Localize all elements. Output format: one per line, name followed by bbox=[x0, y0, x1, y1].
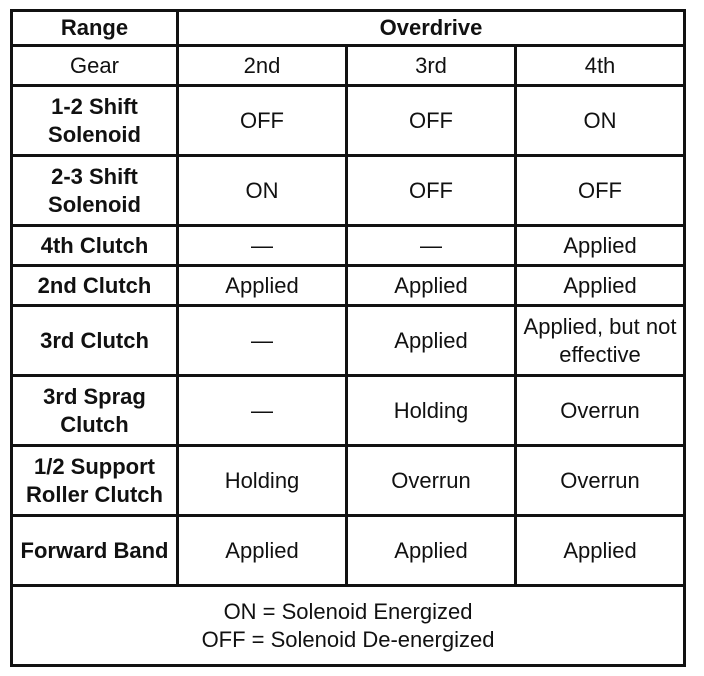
row-label: 2nd Clutch bbox=[12, 266, 178, 306]
table-cell: — bbox=[178, 376, 347, 446]
table-cell: Applied bbox=[347, 306, 516, 376]
table-cell: — bbox=[178, 306, 347, 376]
table-cell: Applied, but not effective bbox=[516, 306, 685, 376]
table-row bbox=[12, 446, 685, 516]
table-cell: Holding bbox=[178, 446, 347, 516]
range-row bbox=[12, 11, 685, 46]
table-cell: Applied bbox=[178, 516, 347, 586]
table-row bbox=[12, 226, 685, 266]
table-cell: ON bbox=[516, 86, 685, 156]
table-row bbox=[12, 156, 685, 226]
gear-header-3rd: 3rd bbox=[347, 46, 516, 86]
solenoid-clutch-table bbox=[10, 9, 686, 667]
row-label: 3rd Sprag Clutch bbox=[12, 376, 178, 446]
legend bbox=[12, 586, 685, 666]
table-cell: Overrun bbox=[516, 446, 685, 516]
table-cell: OFF bbox=[516, 156, 685, 226]
row-label: Forward Band bbox=[12, 516, 178, 586]
table-cell: — bbox=[347, 226, 516, 266]
table-cell: Overrun bbox=[516, 376, 685, 446]
row-label: 4th Clutch bbox=[12, 226, 178, 266]
gear-header-4th: 4th bbox=[516, 46, 685, 86]
table-row bbox=[12, 306, 685, 376]
table-cell: Applied bbox=[178, 266, 347, 306]
legend-off: OFF = Solenoid De-energized bbox=[201, 626, 495, 652]
gear-header-2nd: 2nd bbox=[178, 46, 347, 86]
table-cell: OFF bbox=[347, 86, 516, 156]
gear-label: Gear bbox=[12, 46, 178, 86]
table-cell: Applied bbox=[516, 516, 685, 586]
row-label: 2-3 Shift Solenoid bbox=[12, 156, 178, 226]
table-row bbox=[12, 376, 685, 446]
table-cell: — bbox=[178, 226, 347, 266]
range-value: Overdrive bbox=[178, 11, 685, 46]
table-cell: Applied bbox=[516, 226, 685, 266]
range-label: Range bbox=[12, 11, 178, 46]
gear-row bbox=[12, 46, 685, 86]
table-cell: Applied bbox=[347, 516, 516, 586]
table-cell: OFF bbox=[347, 156, 516, 226]
table-row bbox=[12, 86, 685, 156]
table-cell: Applied bbox=[516, 266, 685, 306]
table-cell: Overrun bbox=[347, 446, 516, 516]
legend-row bbox=[12, 586, 685, 666]
table-cell: Applied bbox=[347, 266, 516, 306]
table-cell: ON bbox=[178, 156, 347, 226]
row-label: 1-2 Shift Solenoid bbox=[12, 86, 178, 156]
table-cell: OFF bbox=[178, 86, 347, 156]
row-label: 3rd Clutch bbox=[12, 306, 178, 376]
legend-on: ON = Solenoid Energized bbox=[223, 598, 473, 624]
table-cell: Holding bbox=[347, 376, 516, 446]
table-row bbox=[12, 516, 685, 586]
table-row bbox=[12, 266, 685, 306]
row-label: 1/2 Support Roller Clutch bbox=[12, 446, 178, 516]
